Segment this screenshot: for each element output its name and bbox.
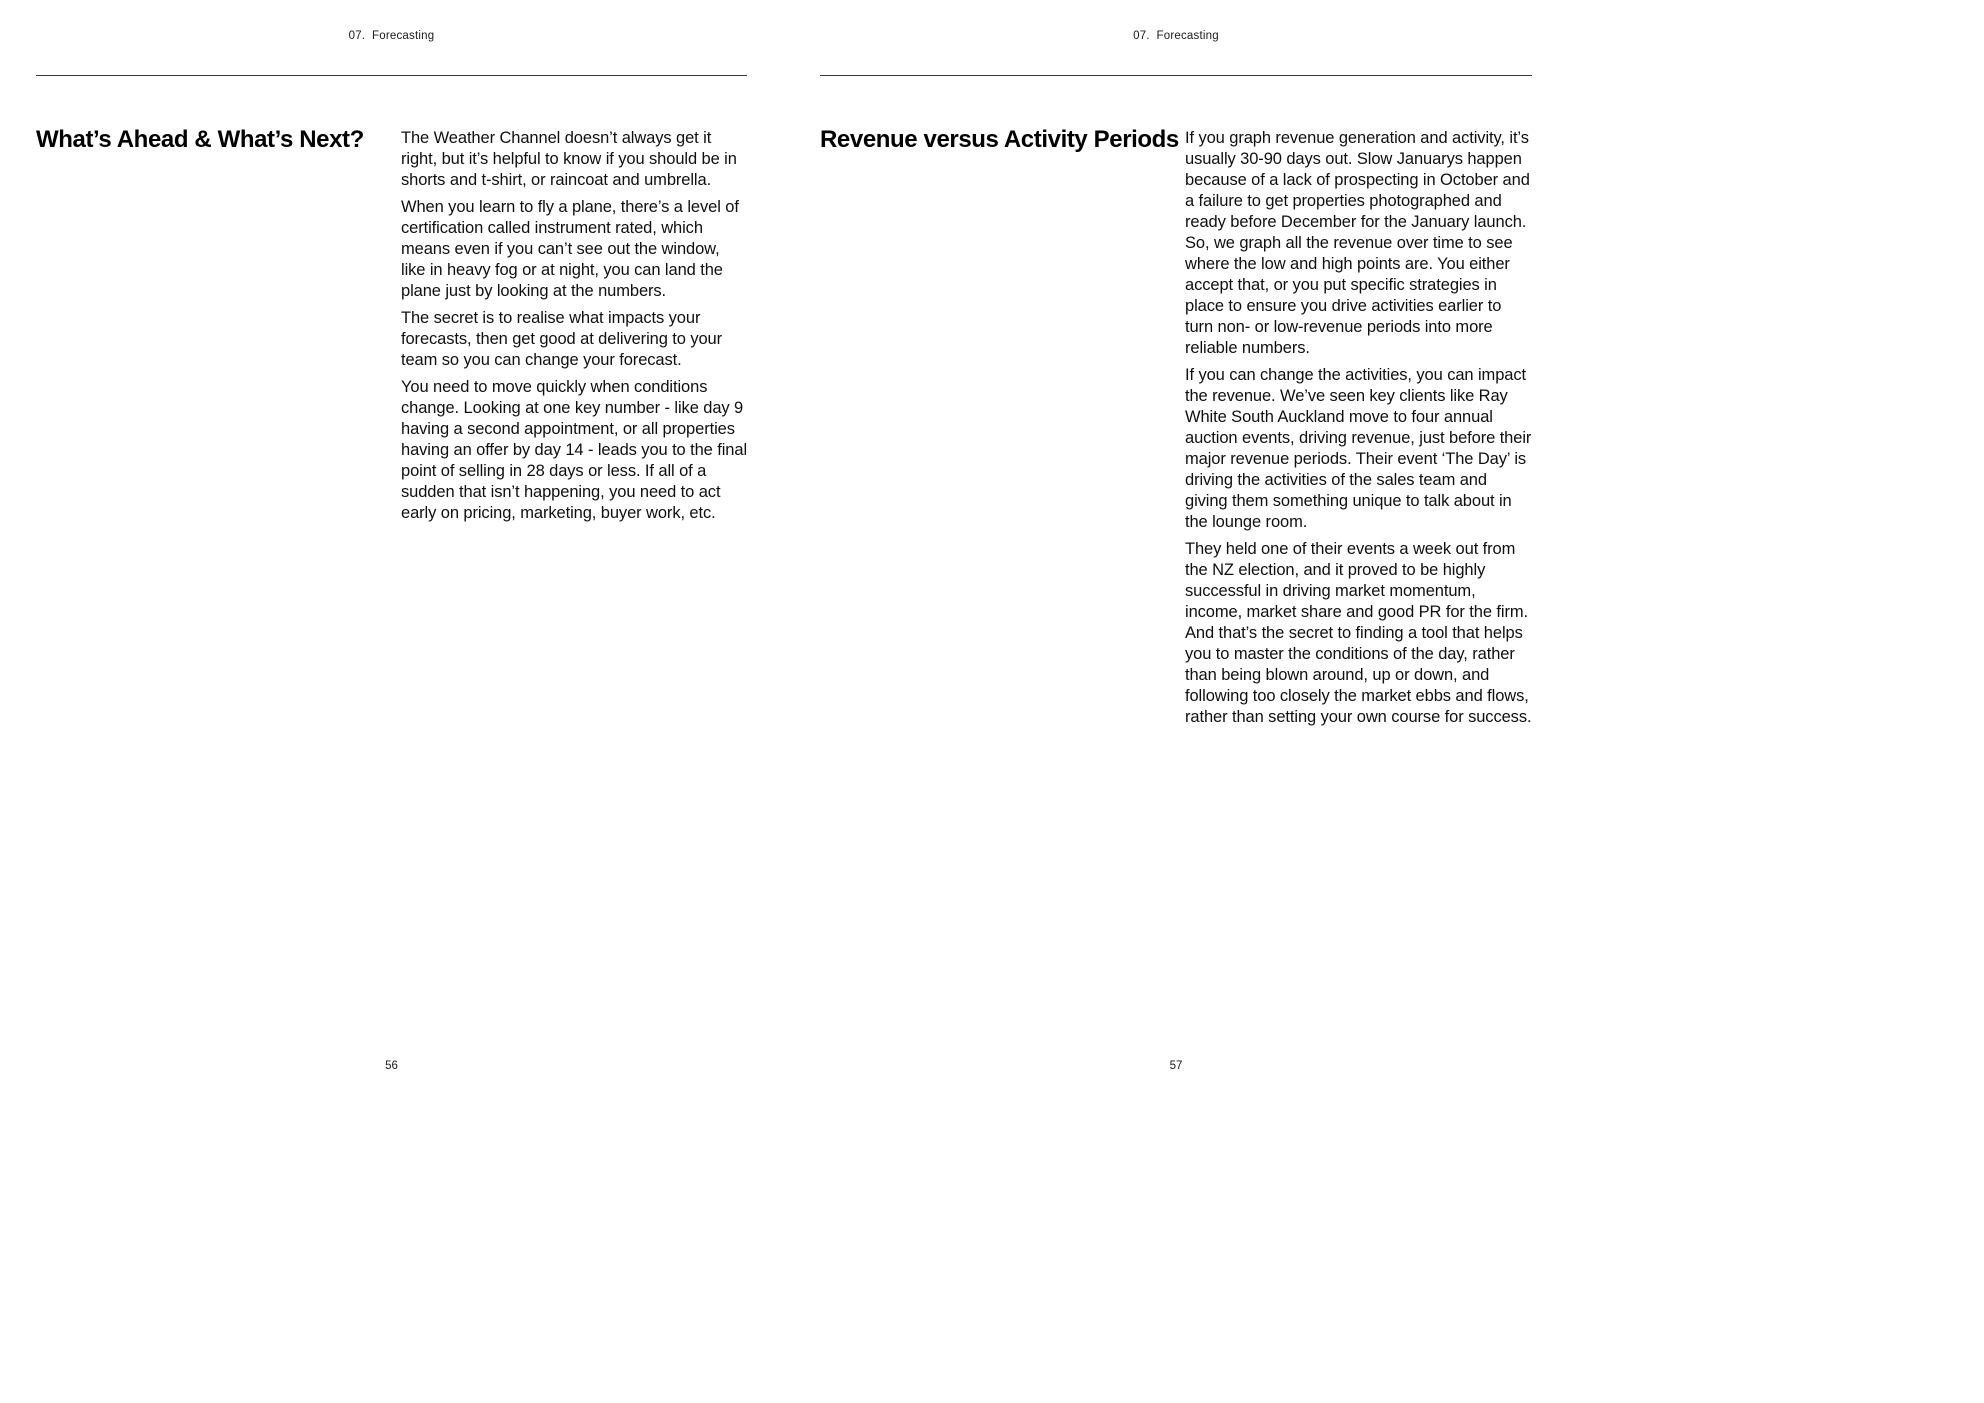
page-number-right: 57	[1169, 1060, 1183, 1072]
paragraph: If you graph revenue generation and activity, it’s usually 30-90 days out. Slow Januarys happen because of a lack of prospecting in October and a failure to get properties photographed and ready before December for the January launch. So, we graph all the revenue over time to see where the low and high points are. You either accept that, or you put specific strategies in place to ensure you drive activities earlier to turn non- or low-revenue periods into more reliable numbers.	[1185, 129, 1530, 357]
body-column-left	[401, 128, 747, 530]
page-number-left: 56	[385, 1060, 398, 1072]
header-rule-left	[36, 75, 747, 76]
header-rule-right	[820, 75, 1532, 76]
paragraph: You need to move quickly when conditions change. Looking at one key number - like day 9 having a second appointment, or all properties having an offer by day 14 - leads you to the final point of selling in 28 days or less. If all of a sudden that isn’t happening, you need to act early on pricing, marketing, buyer work, etc.	[401, 378, 748, 522]
section-heading-left: What’s Ahead & What’s Next?	[36, 126, 364, 153]
paragraph: The Weather Channel doesn’t always get it right, but it’s helpful to know if you should be in shorts and t-shirt, or raincoat and umbrella.	[401, 129, 737, 189]
paragraph: If you can change the activities, you can impact the revenue. We’ve seen key clients like Ray White South Auckland move to four annual auction events, driving revenue, just before their major revenue periods. Their event ‘The Day’ is driving the activities of the sales team and giving them something unique to talk about in the lounge room.	[1185, 366, 1532, 531]
running-header-left: 07. Forecasting	[348, 30, 435, 42]
running-header-right: 07. Forecasting	[1133, 30, 1219, 42]
paragraph: They held one of their events a week out from the NZ election, and it proved to be highly successful in driving market momentum, income, market share and good PR for the firm. And that’s the secret to finding a tool that helps you to master the conditions of the day, rather than being blown around, up or down, and following too closely the market ebbs and flows, rather than setting your own course for success.	[1185, 540, 1532, 726]
paragraph: The secret is to realise what impacts your forecasts, then get good at delivering to your team so you can change your forecast.	[401, 309, 723, 369]
paragraph: When you learn to fly a plane, there’s a level of certification called instrument rated, which means even if you can’t see out the window, like in heavy fog or at night, you can land the plane just by looking at the numbers.	[401, 198, 739, 300]
section-heading-right: Revenue versus Activity Periods	[820, 126, 1179, 153]
body-column-right	[1185, 128, 1533, 734]
